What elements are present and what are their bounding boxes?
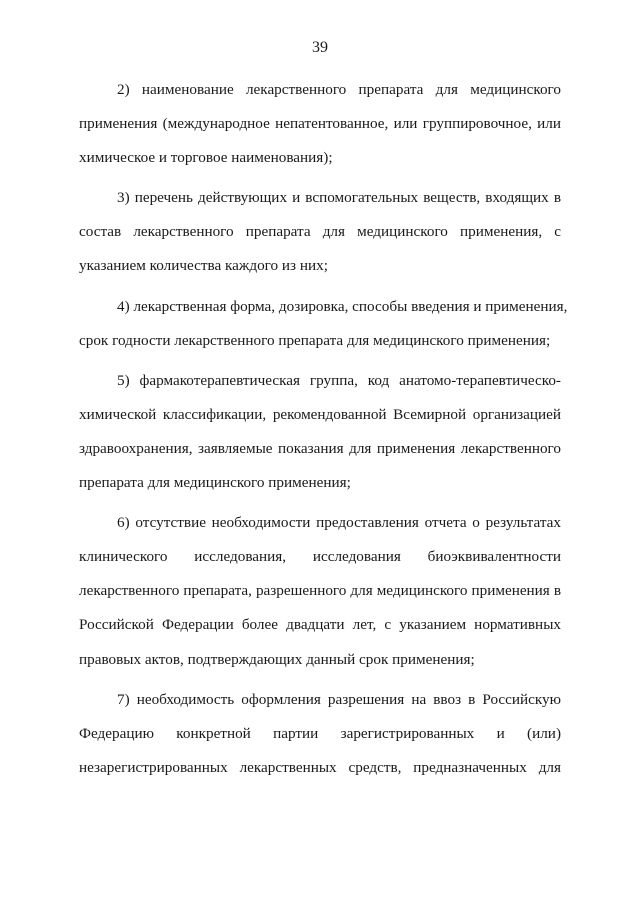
text-line: клинического исследования, исследования биоэквивалентности (79, 548, 561, 566)
text-line: 3) перечень действующих и вспомогательных веществ, входящих в (117, 189, 561, 207)
text-line: 5) фармакотерапевтическая группа, код анатомо-терапевтическо- (117, 371, 561, 389)
text-line: незарегистрированных лекарственных средств, предназначенных для (79, 758, 561, 776)
text-line: Федерацию конкретной партии зарегистрированных и (или) (79, 724, 561, 742)
text-line: химическое и торговое наименования); (79, 149, 333, 167)
text-line: 4) лекарственная форма, дозировка, способы введения и применения, (117, 297, 568, 315)
list-item-4 (79, 290, 568, 358)
list-item-2 (79, 73, 561, 175)
text-line: указанием количества каждого из них; (79, 257, 328, 275)
text-line: Российской Федерации более двадцати лет, с указанием нормативных (79, 616, 561, 634)
text-line: 7) необходимость оформления разрешения на ввоз в Российскую (117, 690, 561, 708)
text-line: препарата для медицинского применения; (79, 474, 351, 492)
text-line: лекарственного препарата, разрешенного для медицинского применения в (79, 582, 561, 600)
text-line: 6) отсутствие необходимости предоставления отчета о результатах (117, 514, 561, 532)
page-number: 39 (312, 39, 328, 56)
document-body (79, 73, 568, 791)
text-line: применения (международное непатентованное, или группировочное, или (79, 115, 561, 133)
text-line: 2) наименование лекарственного препарата для медицинского (117, 81, 561, 98)
list-item-3 (79, 181, 561, 283)
list-item-6 (79, 506, 561, 676)
list-item-5 (79, 364, 561, 500)
text-line: химической классификации, рекомендованной Всемирной организацией (79, 405, 561, 423)
text-line: срок годности лекарственного препарата для медицинского применения; (79, 331, 551, 349)
list-item-7 (79, 683, 561, 785)
text-line: правовых актов, подтверждающих данный срок применения; (79, 650, 475, 668)
text-line: состав лекарственного препарата для медицинского применения, с (79, 223, 561, 241)
text-line: здравоохранения, заявляемые показания для применения лекарственного (79, 439, 561, 457)
